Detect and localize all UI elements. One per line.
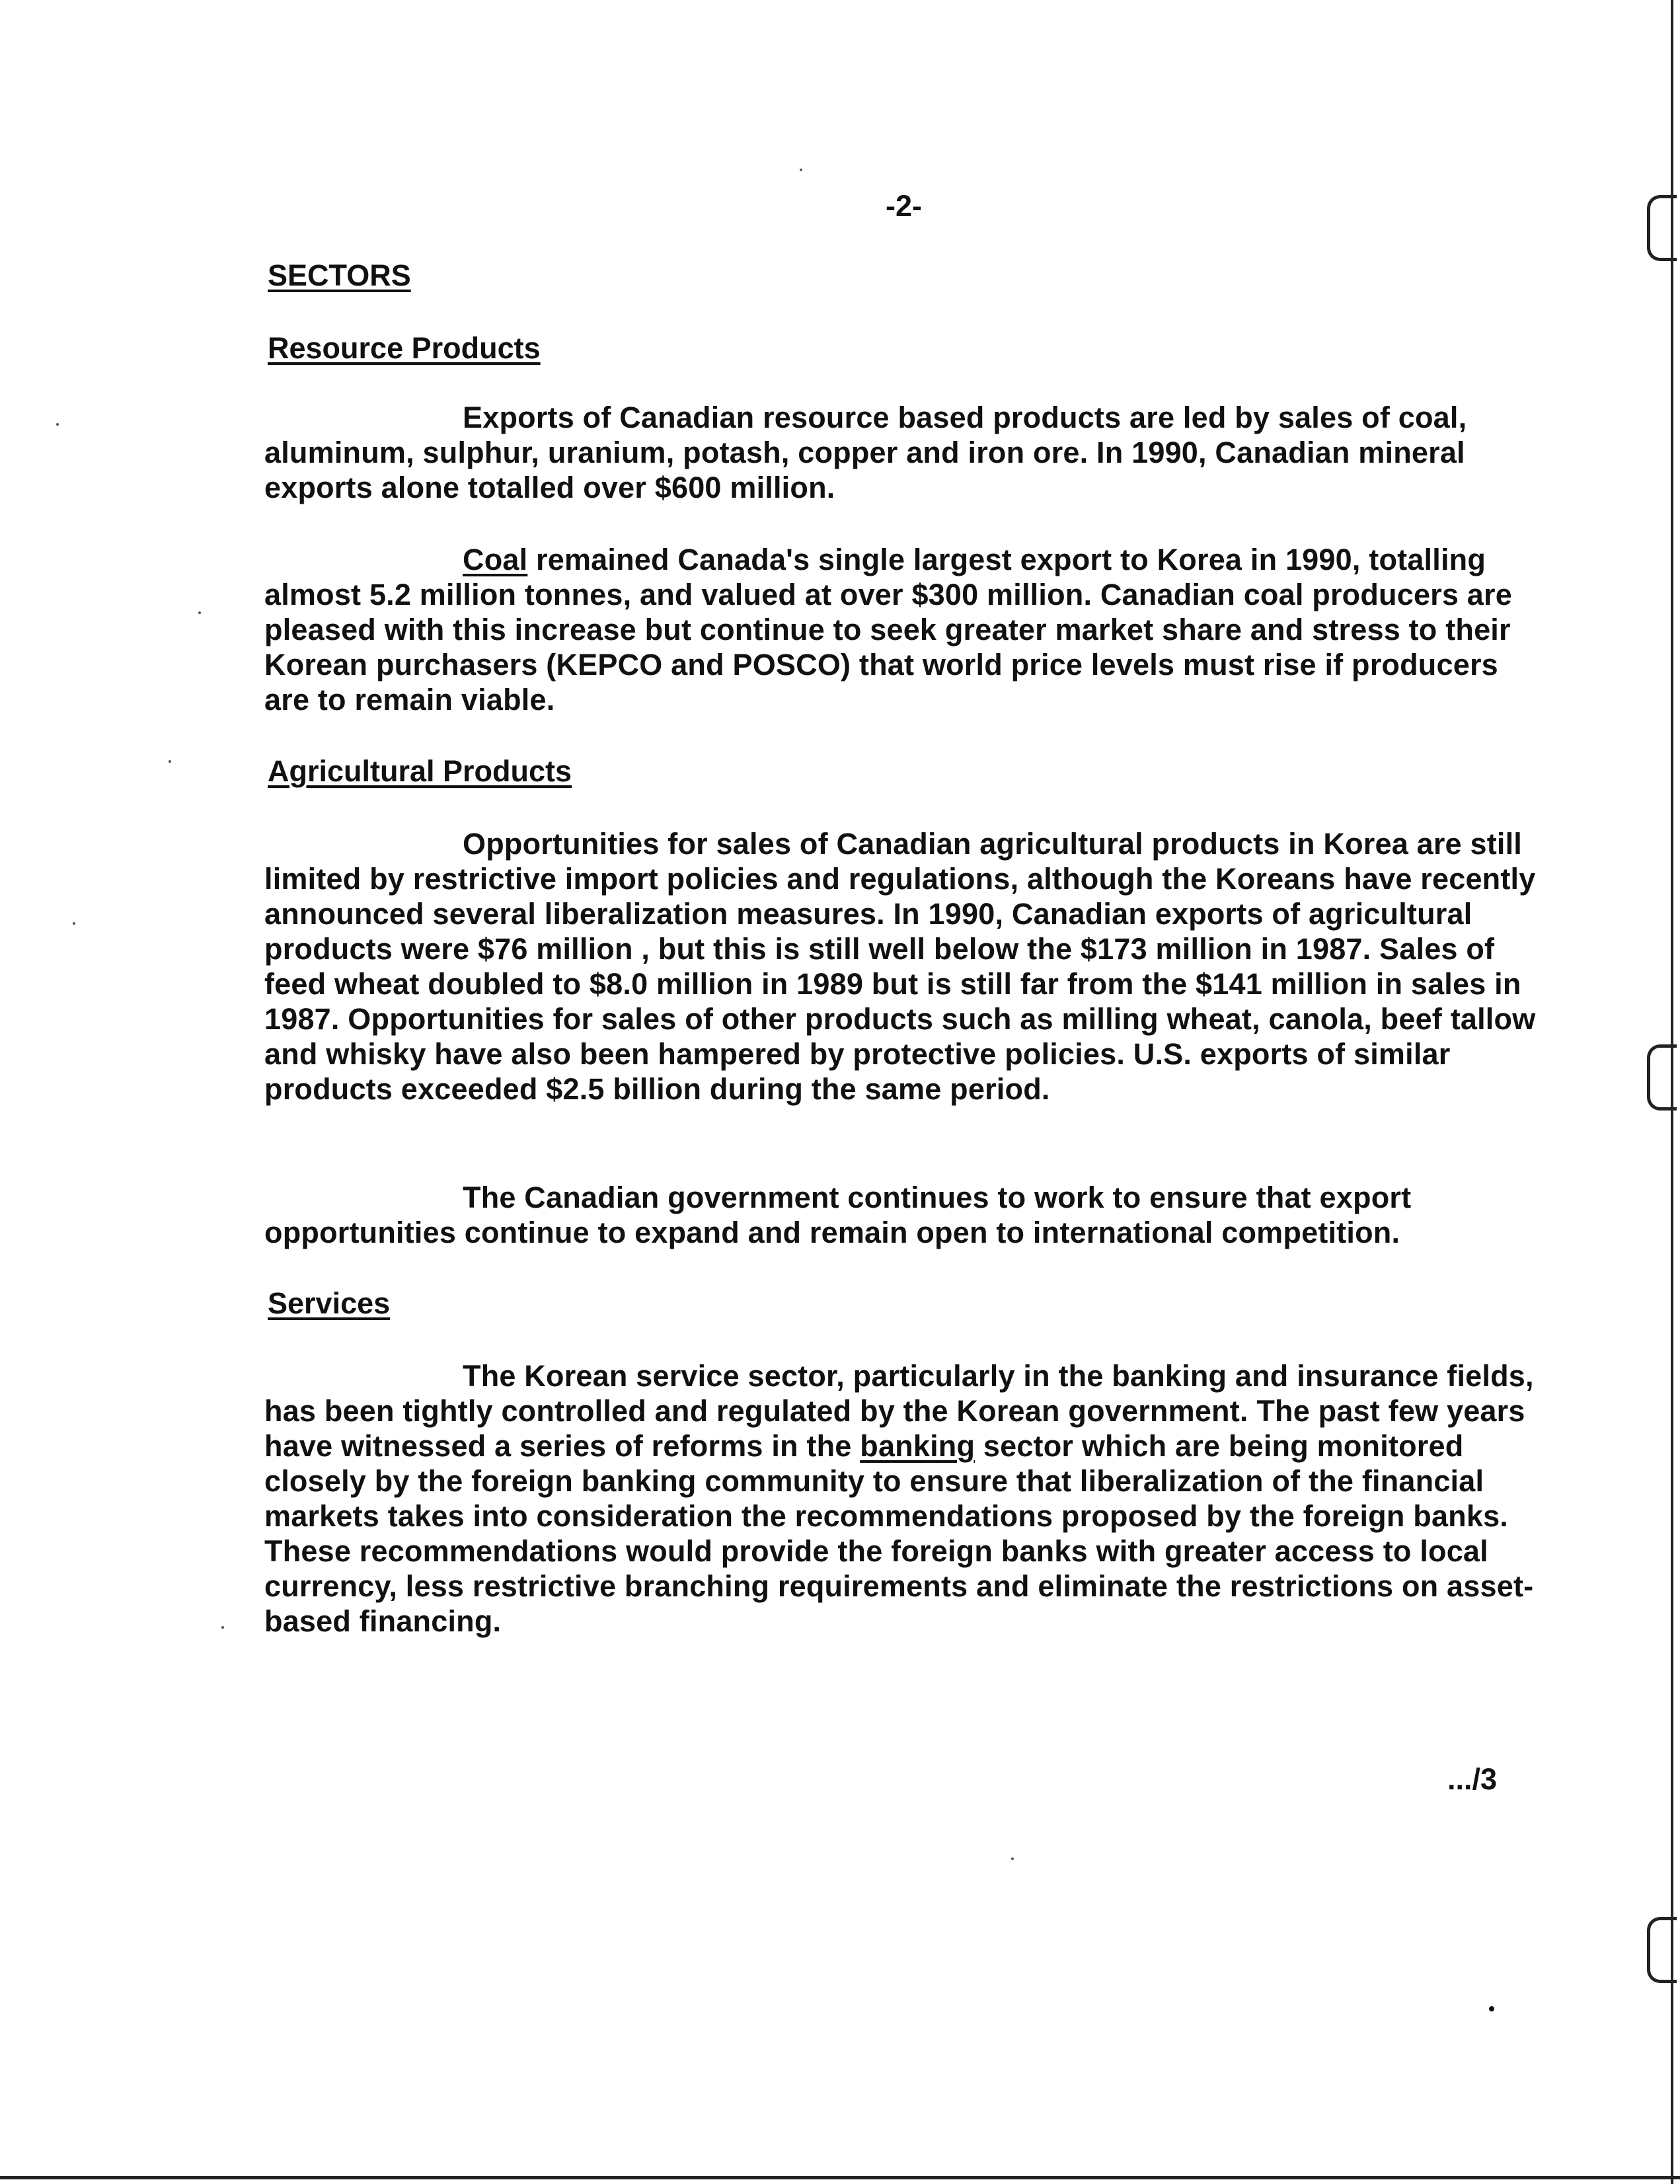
bottom-edge-line <box>0 2176 1680 2179</box>
services-paragraph-start: The Korean service sector, particularly in the banking and insurance fields, has been tightly controlled and regulated by the Korean government. The past few years have witnessed a series of reforms in the <box>264 1359 1534 1463</box>
agricultural-paragraph-1: Opportunities for sales of Canadian agricultural products in Korea are still limited by restrictive import policies and regulations, although the Koreans have recently announced several liberalization measures. In 1990, Canadian exports of agricultural products were $76 million , but this is still well below the $173 million in 1987. Sales of feed wheat doubled to $8.0 million in 1989 but is still far from the $141 million in sales in 1987. Opportunities for sales of other products such as milling wheat, canola, beef tallow and whisky have also been hampered by protective policies. U.S. exports of similar products exceeded $2.5 billion during the same period. <box>264 827 1536 1106</box>
scan-speck <box>1489 2006 1494 2011</box>
services-paragraph-end: sector which are being monitored closely by the foreign banking community to ensure that liberalization of the financial markets takes into consideration the recommendations proposed by the foreign banks. These recommendations would provide the foreign banks with greater access to local currency, less restrictive branching requirements and eliminate the restrictions on asset-based financing. <box>264 1429 1534 1638</box>
binder-ring-bottom <box>1647 1917 1677 1983</box>
services-body <box>264 1358 1540 1639</box>
agricultural-products-heading: Agricultural Products <box>268 754 572 788</box>
sectors-heading: SECTORS <box>268 258 411 292</box>
scan-speck <box>73 922 75 925</box>
coal-paragraph-block <box>264 542 1540 717</box>
page-number: -2- <box>886 189 922 223</box>
agricultural-products-body <box>264 826 1540 1107</box>
resource-products-body <box>264 400 1540 505</box>
coal-keyword: Coal <box>463 543 528 576</box>
binder-ring-top <box>1647 195 1677 261</box>
resource-products-paragraph: Exports of Canadian resource based products are led by sales of coal, aluminum, sulphur, uranium, potash, copper and iron ore. In 1990, Canadian mineral exports alone totalled over $600 million. <box>264 401 1467 504</box>
scan-speck <box>221 1626 224 1629</box>
agricultural-products-body-2 <box>264 1180 1540 1250</box>
services-heading: Services <box>268 1286 391 1320</box>
coal-paragraph <box>264 542 1540 717</box>
scan-speck <box>169 760 171 763</box>
scan-speck <box>56 423 59 426</box>
scan-speck <box>198 611 201 614</box>
binder-ring-middle <box>1647 1044 1677 1111</box>
agricultural-paragraph-2: The Canadian government continues to work to ensure that export opportunities continue to expand and remain open to international competition. <box>264 1181 1412 1249</box>
scan-speck <box>1011 1857 1014 1860</box>
banking-keyword: banking <box>860 1429 975 1463</box>
coal-paragraph-text: remained Canada's single largest export to Korea in 1990, totalling almost 5.2 million tonnes, and valued at over $300 million. Canadian coal producers are pleased with this increase but continue to seek greater market share and stress to their Korean purchasers (KEPCO and POSCO) that world price levels must rise if producers are to remain viable. <box>264 543 1512 717</box>
continuation-marker: .../3 <box>1447 1762 1498 1796</box>
resource-products-heading: Resource Products <box>268 331 541 365</box>
scan-speck <box>800 169 802 171</box>
services-paragraph <box>264 1358 1540 1639</box>
